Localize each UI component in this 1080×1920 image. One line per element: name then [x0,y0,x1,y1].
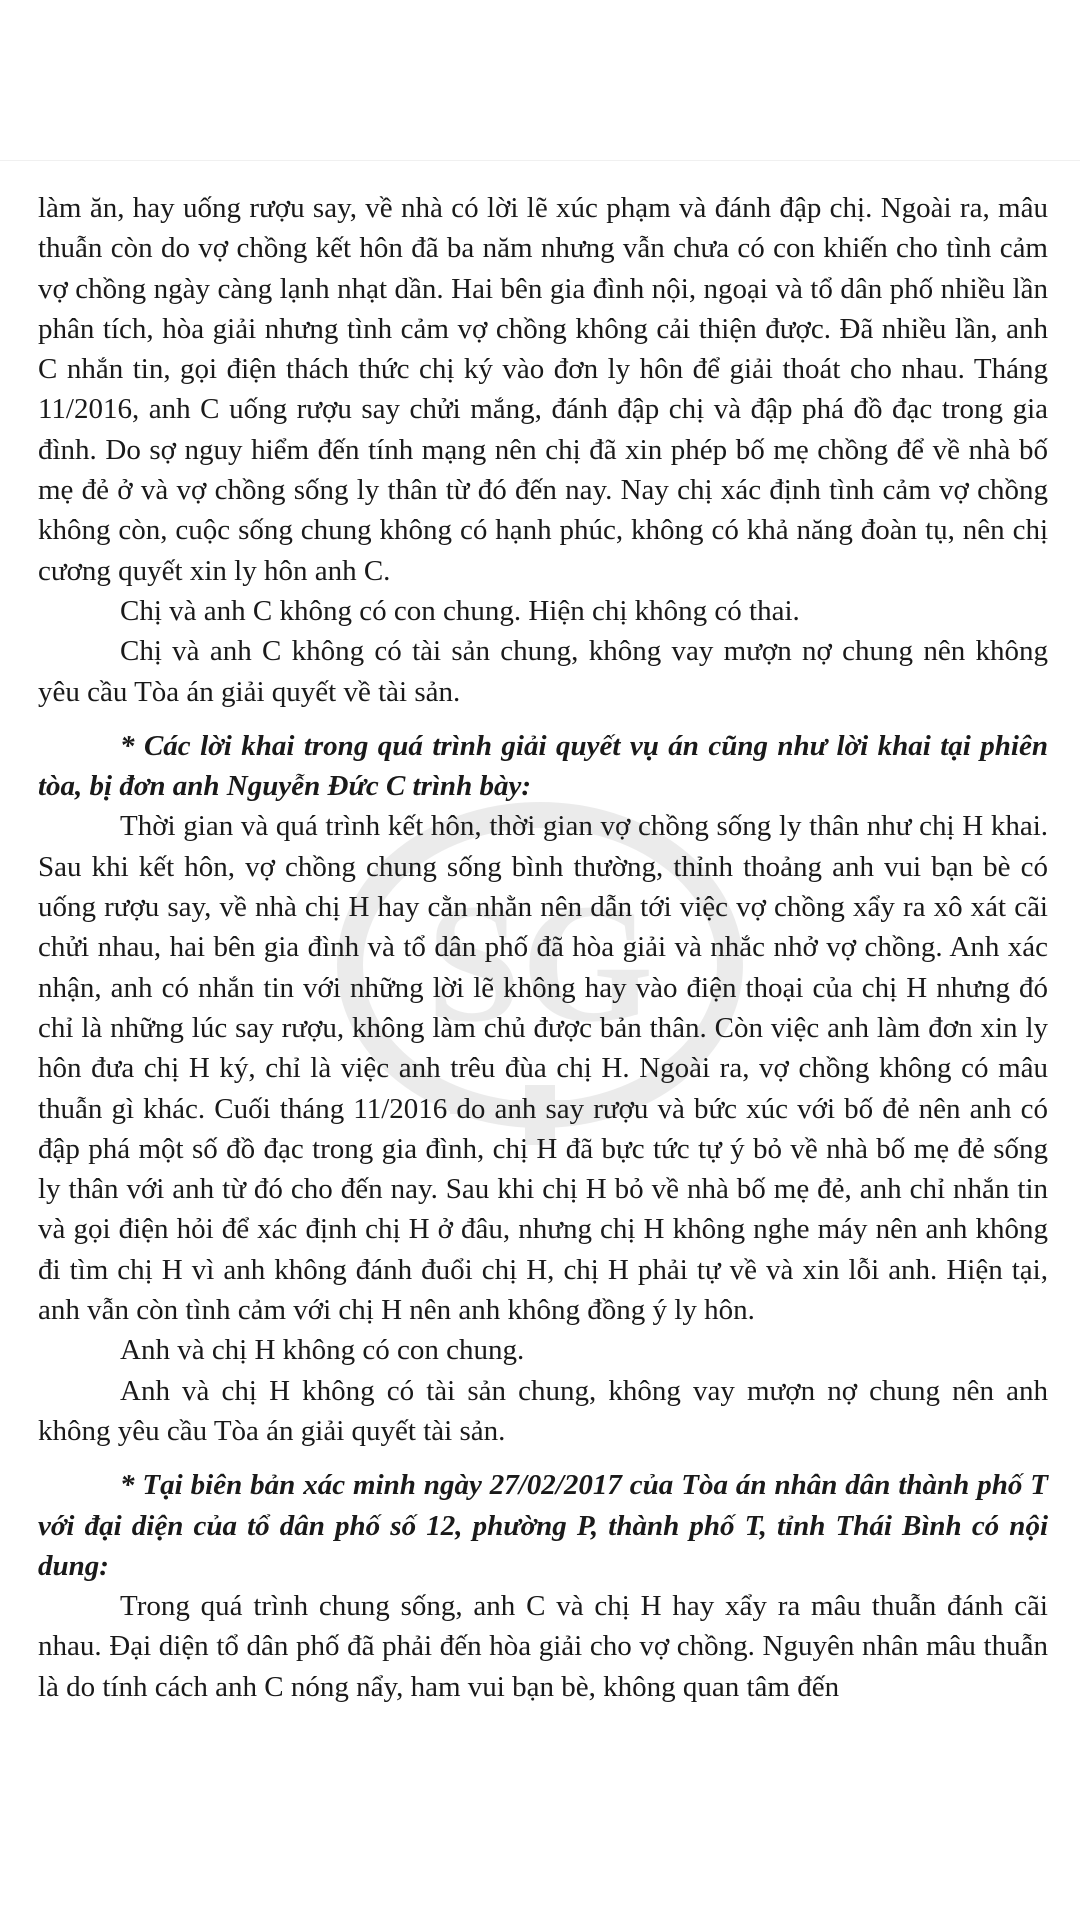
body-paragraph: Anh và chị H không có tài sản chung, không vay mượn nợ chung nên anh không yêu cầu Tòa án giải quyết tài sản. [38,1374,1048,1447]
svg-text:SG: SG [426,869,654,1057]
body-paragraph: Chị và anh C không có tài sản chung, không vay mượn nợ chung nên không yêu cầu Tòa án giải quyết về tài sản. [38,635,1048,708]
body-paragraph: Chị và anh C không có con chung. Hiện chị không có thai. [120,594,800,627]
body-paragraph: làm ăn, hay uống rượu say, về nhà có lời lẽ xúc phạm và đánh đập chị. Ngoài ra, mâu thuẫn còn do vợ chồng kết hôn đã ba năm nhưng vẫn chưa có con khiến cho tình cảm vợ chồng ngày càng lạnh nhạt dần. Hai bên gia đình nội, ngoại và tổ dân phố nhiều lần phân tích, hòa giải nhưng tình cảm vợ chồng không cải thiện được. Đã nhiều lần, anh C nhắn tin, gọi điện thách thức chị ký vào đơn ly hôn để giải thoát cho nhau. Tháng 11/2016, anh C uống rượu say chửi mắng, đánh đập chị và đập phá đồ đạc trong gia đình. Do sợ nguy hiểm đến tính mạng nên chị đã xin phép bố mẹ chồng để về nhà bố mẹ đẻ ở và vợ chồng sống ly thân từ đó đến nay. Nay chị xác định tình cảm vợ chồng không còn, cuộc sống chung không có hạnh phúc, không có khả năng đoàn tụ, nên chị cương quyết xin ly hôn anh C. [38,192,1048,587]
body-paragraph: Trong quá trình chung sống, anh C và chị H hay xẩy ra mâu thuẫn đánh cãi nhau. Đại diện tổ dân phố đã phải đến hòa giải cho vợ chồng. Nguyên nhân mâu thuẫn là do tính cách anh C nóng nẩy, ham vui bạn bè, không quan tâm đến [38,1590,1048,1703]
section-heading: * Các lời khai trong quá trình giải quyết vụ án cũng như lời khai tại phiên tòa, bị đơn anh Nguyễn Đức C trình bày: [38,729,1048,803]
body-paragraph: Anh và chị H không có con chung. [120,1334,525,1367]
document-page [38,188,1048,1707]
top-blank-band [0,0,1080,161]
body-paragraph: Thời gian và quá trình kết hôn, thời gian vợ chồng sống ly thân như chị H khai. Sau khi kết hôn, vợ chồng chung sống bình thường, thỉnh thoảng anh vui bạn bè có uống rượu say, về nhà chị H hay cằn nhằn nên dẫn tới việc vợ chồng xẩy ra xô xát cãi chửi nhau, hai bên gia đình và tổ dân phố đã hòa giải và nhắc nhở vợ chồng. Anh xác nhận, anh có nhắn tin với những lời lẽ không hay vào điện thoại của chị H nhưng đó chỉ là những lúc say rượu, không làm chủ được bản thân. Còn việc anh làm đơn xin ly hôn đưa chị H ký, chỉ là việc anh trêu đùa chị H. Ngoài ra, vợ chồng không có mâu thuẫn gì khác. Cuối tháng 11/2016 do anh say rượu và bức xúc với bố đẻ nên anh có đập phá một số đồ đạc trong gia đình, chị H đã bực tức tự ý bỏ về nhà bố mẹ đẻ sống ly thân với anh từ đó cho đến nay. Sau khi chị H bỏ về nhà bố mẹ đẻ, anh chỉ nhắn tin và gọi điện hỏi để xác định chị H ở đâu, nhưng chị H không nghe máy nên anh không đi tìm chị H vì anh không đánh đuổi chị H, chị H phải tự về và xin lỗi anh. Hiện tại, anh vẫn còn tình cảm với chị H nên anh không đồng ý ly hôn. [38,810,1048,1327]
section-heading: * Tại biên bản xác minh ngày 27/02/2017 của Tòa án nhân dân thành phố T với đại diện của tổ dân phố số 12, phường P, thành phố T, tỉnh Thái Bình có nội dung: [38,1469,1048,1582]
